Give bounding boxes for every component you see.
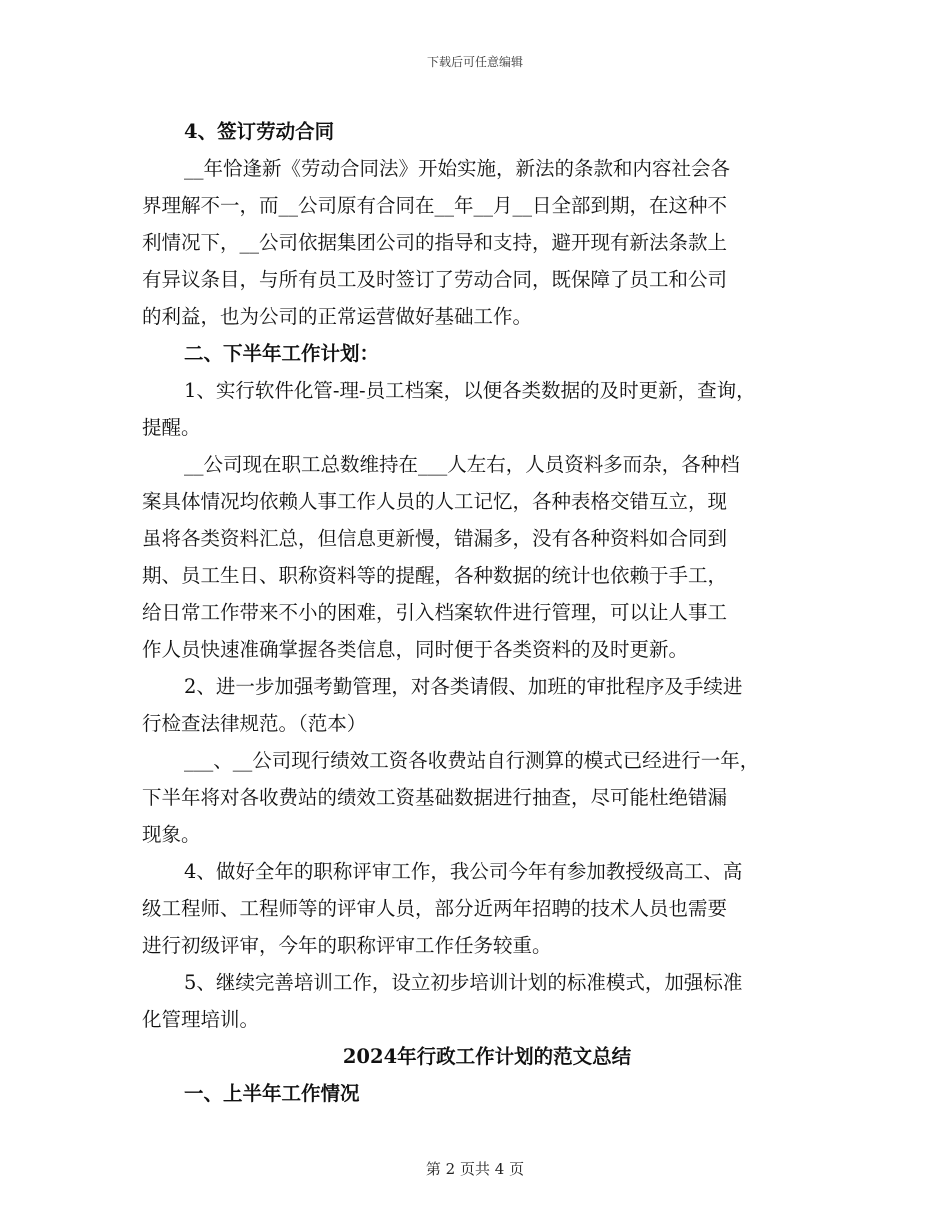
paragraph-line: 化管理培训。	[142, 1008, 260, 1031]
section-heading: 4、签订劳动合同	[184, 120, 335, 143]
paragraph-line: 下半年将对各收费站的绩效工资基础数据进行抽查，尽可能杜绝错漏	[142, 786, 728, 809]
section-heading: 二、下半年工作计划：	[184, 342, 380, 365]
paragraph-line: 行检查法律规范。（范本）	[142, 712, 367, 735]
paragraph-line: 界理解不一，而__公司原有合同在__年__月__日全部到期，在这种不	[142, 194, 728, 217]
paragraph-line: 作人员快速准确掌握各类信息，同时便于各类资料的及时更新。	[142, 638, 689, 661]
paragraph-line: __年恰逢新《劳动合同法》开始实施，新法的条款和内容社会各	[184, 157, 731, 180]
paragraph-line: 案具体情况均依赖人事工作人员的人工记忆，各种表格交错互立，现	[142, 490, 728, 513]
paragraph-line: 给日常工作带来不小的困难，引入档案软件进行管理，可以让人事工	[142, 601, 728, 624]
paragraph-line: 有异议条目，与所有员工及时签订了劳动合同，既保障了员工和公司	[142, 268, 728, 291]
paragraph-line: 级工程师、工程师等的评审人员，部分近两年招聘的技术人员也需要	[142, 897, 728, 920]
section-heading: 一、上半年工作情况	[184, 1082, 360, 1105]
paragraph-line: 提醒。	[142, 416, 201, 439]
paragraph-line: 期、员工生日、职称资料等的提醒，各种数据的统计也依赖于手工，	[142, 564, 728, 587]
paragraph-line: 虽将各类资料汇总，但信息更新慢，错漏多，没有各种资料如合同到	[142, 527, 728, 550]
paragraph-line: __公司现在职工总数维持在___人左右，人员资料多而杂，各种档	[184, 453, 740, 476]
paragraph-line: 利情况下，__公司依据集团公司的指导和支持，避开现有新法条款上	[142, 231, 728, 254]
paragraph-line: 现象。	[142, 823, 201, 846]
paragraph-line: 进行初级评审，今年的职称评审工作任务较重。	[142, 934, 552, 957]
document-body	[142, 113, 832, 1112]
paragraph-line: ___、__公司现行绩效工资各收费站自行测算的模式已经进行一年，	[184, 749, 760, 772]
paragraph-line: 1、实行软件化管-理-员工档案，以便各类数据的及时更新，查询，	[184, 379, 756, 402]
paragraph-line: 4、做好全年的职称评审工作，我公司今年有参加教授级高工、高	[184, 860, 743, 883]
page-header-note: 下载后可任意编辑	[426, 55, 523, 69]
page-number: 第 2 页共 4 页	[425, 1160, 525, 1178]
paragraph-line: 5、继续完善培训工作，设立初步培训计划的标准模式，加强标准	[184, 971, 743, 994]
paragraph-line: 的利益，也为公司的正常运营做好基础工作。	[142, 305, 533, 328]
paragraph-line: 2、进一步加强考勤管理，对各类请假、加班的审批程序及手续进	[184, 675, 743, 698]
document-title: 2024年行政工作计划的范文总结	[342, 1045, 632, 1068]
